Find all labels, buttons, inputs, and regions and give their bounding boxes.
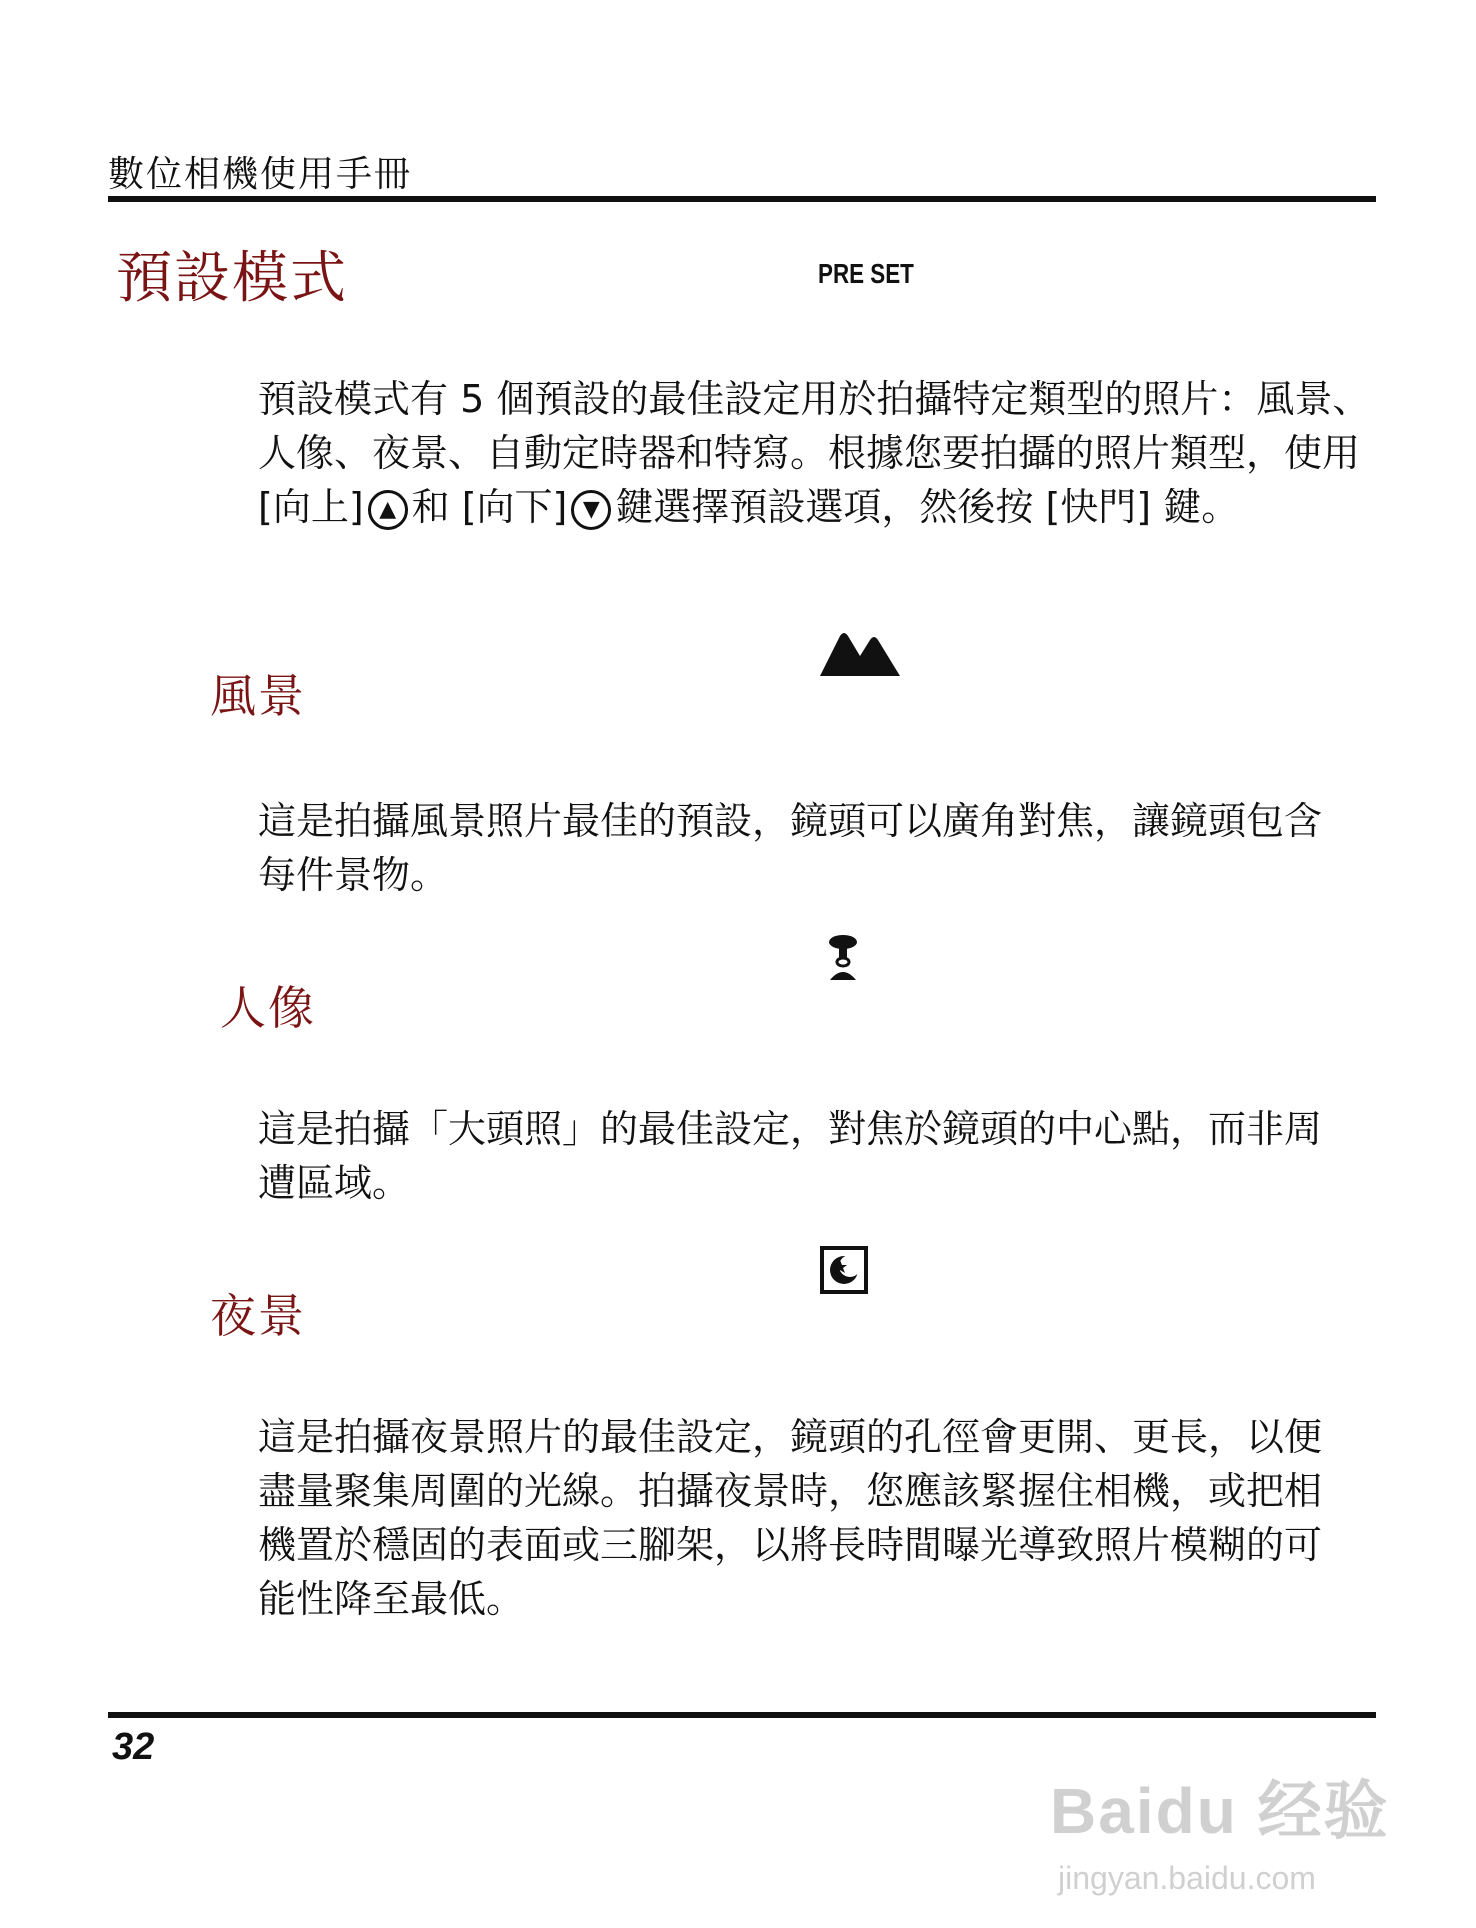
watermark-url: jingyan.baidu.com: [1058, 1860, 1316, 1896]
up-arrow-circle-icon: ▲: [368, 490, 408, 530]
landscape-heading: 風景: [210, 669, 306, 723]
portrait-heading: 人像: [220, 981, 316, 1035]
night-text: 這是拍攝夜景照片的最佳設定，鏡頭的孔徑會更開、更長，以便盡量聚集周圍的光線。拍攝夜景時，您應該緊握住相機，或把相機置於穩固的表面或三腳架，以將長時間曝光導致照片模糊的可能性降至最低。: [258, 1415, 1323, 1621]
header-title: 數位相機使用手冊: [108, 154, 413, 195]
landscape-text: 這是拍攝風景照片最佳的預設，鏡頭可以廣角對焦，讓鏡頭包含每件景物。: [258, 799, 1323, 897]
preset-label: PRE SET: [818, 258, 914, 289]
down-arrow-circle-icon: ▼: [571, 490, 611, 530]
footer-rule: [108, 1712, 1376, 1718]
night-heading: 夜景: [210, 1289, 306, 1343]
portrait-icon: [826, 934, 860, 982]
night-scene-icon: [820, 1246, 868, 1294]
portrait-text: 這是拍攝「大頭照」的最佳設定，對焦於鏡頭的中心點，而非周遭區域。: [258, 1107, 1323, 1205]
preset-intro-part3: 鍵選擇預設選項，然後按 [快門] 鍵。: [615, 485, 1240, 529]
preset-intro: [258, 372, 1378, 534]
header-rule: [108, 196, 1376, 202]
preset-intro-part1: 預設模式有 5 個預設的最佳設定用於拍攝特定類型的照片：風景、人像、夜景、自動定時器和特寫。根據您要拍攝的照片類型，使用 [向上]: [258, 377, 1371, 529]
page-number: 32: [112, 1726, 155, 1768]
preset-heading: 預設模式: [116, 246, 348, 311]
watermark: [1040, 1720, 1440, 1920]
mountain-icon: [820, 628, 900, 676]
watermark-brand: Baidu 经验: [1050, 1775, 1390, 1847]
preset-intro-part2: 和 [向下]: [411, 485, 568, 529]
